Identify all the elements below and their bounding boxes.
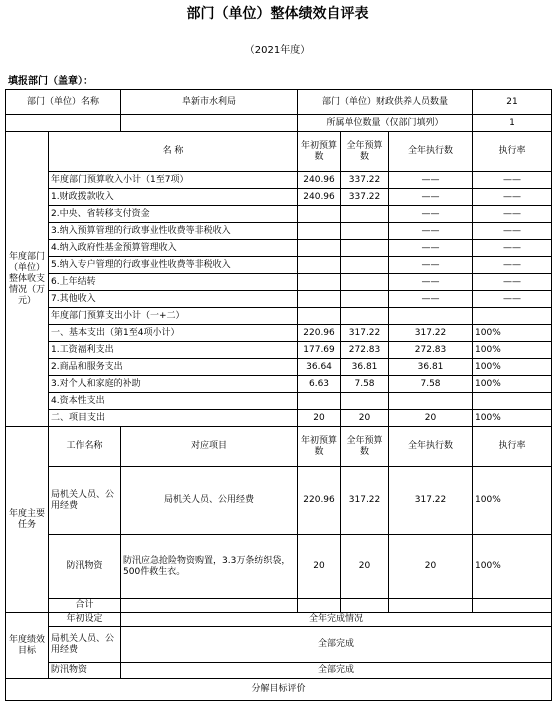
budget-row-exec: —— [389,240,473,257]
budget-row [6,308,552,325]
task-item: 局机关人员、公用经费 [121,467,298,535]
col-full-header: 全年预算数 [341,427,389,467]
footer-label: 分解目标评价 [6,679,552,701]
budget-row [6,325,552,342]
budget-row [6,274,552,291]
col-task-header: 工作名称 [49,427,121,467]
col-goal-initial-header: 年初设定 [49,613,121,627]
budget-row-name: 2.中央、省转移支付资金 [49,206,298,223]
budget-row-full: 20 [341,410,389,427]
budget-row-rate [473,308,552,325]
budget-row-exec: —— [389,274,473,291]
budget-row-exec: —— [389,189,473,206]
budget-row-initial [298,291,341,308]
budget-row [6,257,552,274]
budget-row [6,240,552,257]
evaluation-table [5,89,552,701]
col-initial-header: 年初预算数 [298,132,341,172]
budget-row-exec: 20 [389,410,473,427]
budget-row-name: 年度部门预算收入小计（1至7项） [49,172,298,189]
budget-row [6,410,552,427]
budget-row-name: 二、项目支出 [49,410,298,427]
budget-row-full: 7.58 [341,376,389,393]
budget-row-exec [389,308,473,325]
budget-row-rate: —— [473,240,552,257]
budget-row-name: 4.纳入政府性基金预算管理收入 [49,240,298,257]
budget-row [6,172,552,189]
budget-row-exec: —— [389,172,473,189]
task-initial: 220.96 [298,467,341,535]
goal-task: 局机关人员、公用经费 [49,627,121,663]
col-rate-header: 执行率 [473,427,552,467]
task-rate: 100% [473,467,552,535]
budget-row-initial [298,206,341,223]
total-cell [298,599,341,613]
budget-row-full: 337.22 [341,189,389,206]
budget-row-rate: 100% [473,325,552,342]
budget-row [6,359,552,376]
budget-row-rate [473,393,552,410]
staff-count-value: 21 [473,90,552,115]
budget-row-initial [298,308,341,325]
budget-row-exec: —— [389,206,473,223]
section-budget-label: 年度部门（单位）整体收支情况（万元） [6,132,49,427]
col-exec-header: 全年执行数 [389,427,473,467]
budget-row [6,291,552,308]
budget-row-exec: —— [389,291,473,308]
budget-row-full: 272.83 [341,342,389,359]
dept-name-value: 阜新市水利局 [121,90,298,115]
task-row [6,535,552,599]
budget-row-initial: 20 [298,410,341,427]
budget-row-exec: 317.22 [389,325,473,342]
budget-row-rate: —— [473,223,552,240]
col-exec-header: 全年执行数 [389,132,473,172]
budget-row-name: 3.对个人和家庭的补助 [49,376,298,393]
col-name-header: 名 称 [49,132,298,172]
budget-row [6,376,552,393]
goal-row [6,663,552,679]
budget-row-initial [298,257,341,274]
total-cell [341,599,389,613]
budget-row [6,393,552,410]
budget-row-full [341,291,389,308]
budget-row-rate: —— [473,189,552,206]
page-title: 部门（单位）整体绩效自评表 [186,6,369,22]
task-row [6,467,552,535]
staff-count-label: 部门（单位）财政供养人员数量 [298,90,473,115]
budget-row-name: 一、基本支出（第1至4项小计） [49,325,298,342]
sub-unit-label: 所属单位数量（仅部门填列） [298,115,473,132]
budget-row [6,342,552,359]
budget-row-exec: —— [389,257,473,274]
budget-row [6,223,552,240]
budget-row-full [341,206,389,223]
budget-row [6,189,552,206]
budget-row-full: 317.22 [341,325,389,342]
budget-row-initial [298,274,341,291]
budget-row-exec: 7.58 [389,376,473,393]
section-tasks-label: 年度主要任务 [6,427,49,613]
budget-row-rate: —— [473,291,552,308]
budget-row-initial: 240.96 [298,172,341,189]
budget-row-rate: 100% [473,376,552,393]
budget-row [6,206,552,223]
budget-row-name: 年度部门预算支出小计（一+二） [49,308,298,325]
goal-row [6,627,552,663]
budget-row-initial [298,393,341,410]
task-name: 防汛物资 [49,535,121,599]
budget-row-exec: —— [389,223,473,240]
budget-row-rate: —— [473,257,552,274]
total-label: 合计 [49,599,121,613]
budget-row-full [341,257,389,274]
col-item-header: 对应项目 [121,427,298,467]
dept-name-label: 部门（单位）名称 [6,90,121,115]
budget-row-rate: —— [473,172,552,189]
budget-row-exec: 272.83 [389,342,473,359]
task-rate: 100% [473,535,552,599]
task-name: 局机关人员、公用经费 [49,467,121,535]
goal-task: 防汛物资 [49,663,121,679]
budget-row-exec [389,393,473,410]
budget-row-name: 2.商品和服务支出 [49,359,298,376]
budget-row-initial [298,240,341,257]
budget-row-rate: —— [473,274,552,291]
budget-row-full: 36.81 [341,359,389,376]
budget-row-initial: 220.96 [298,325,341,342]
budget-row-full [341,240,389,257]
budget-row-name: 3.纳入预算管理的行政事业性收费等非税收入 [49,223,298,240]
col-initial-header: 年初预算数 [298,427,341,467]
budget-row-rate: —— [473,206,552,223]
budget-row-full [341,274,389,291]
unit-label: 填报部门（盖章）： [8,76,93,87]
total-cell [389,599,473,613]
budget-row-initial: 36.64 [298,359,341,376]
budget-row-name: 1.工资福利支出 [49,342,298,359]
budget-row-rate: 100% [473,342,552,359]
goal-done: 全部完成 [121,627,552,663]
budget-row-rate: 100% [473,410,552,427]
budget-row-full [341,223,389,240]
col-rate-header: 执行率 [473,132,552,172]
sub-unit-value: 1 [473,115,552,132]
year-label: （2021年度） [244,45,311,56]
budget-row-initial: 177.69 [298,342,341,359]
col-goal-done-header: 全年完成情况 [121,613,552,627]
budget-row-initial [298,223,341,240]
goal-done: 全部完成 [121,663,552,679]
budget-row-exec: 36.81 [389,359,473,376]
budget-row-full [341,308,389,325]
task-full: 317.22 [341,467,389,535]
budget-row-rate: 100% [473,359,552,376]
task-item: 防汛应急抢险物资购置，3.3万条纺织袋，500件救生衣。 [121,535,298,599]
budget-row-initial: 240.96 [298,189,341,206]
budget-row-full [341,393,389,410]
col-full-header: 全年预算数 [341,132,389,172]
budget-row-name: 5.纳入专户管理的行政事业性收费等非税收入 [49,257,298,274]
task-initial: 20 [298,535,341,599]
task-full: 20 [341,535,389,599]
total-cell [121,599,298,613]
budget-row-name: 4.资本性支出 [49,393,298,410]
budget-row-name: 6.上年结转 [49,274,298,291]
budget-row-initial: 6.63 [298,376,341,393]
budget-row-name: 7.其他收入 [49,291,298,308]
section-goals-label: 年度绩效目标 [6,613,49,679]
budget-row-name: 1.财政拨款收入 [49,189,298,206]
total-cell [473,599,552,613]
task-exec: 317.22 [389,467,473,535]
budget-row-full: 337.22 [341,172,389,189]
task-exec: 20 [389,535,473,599]
